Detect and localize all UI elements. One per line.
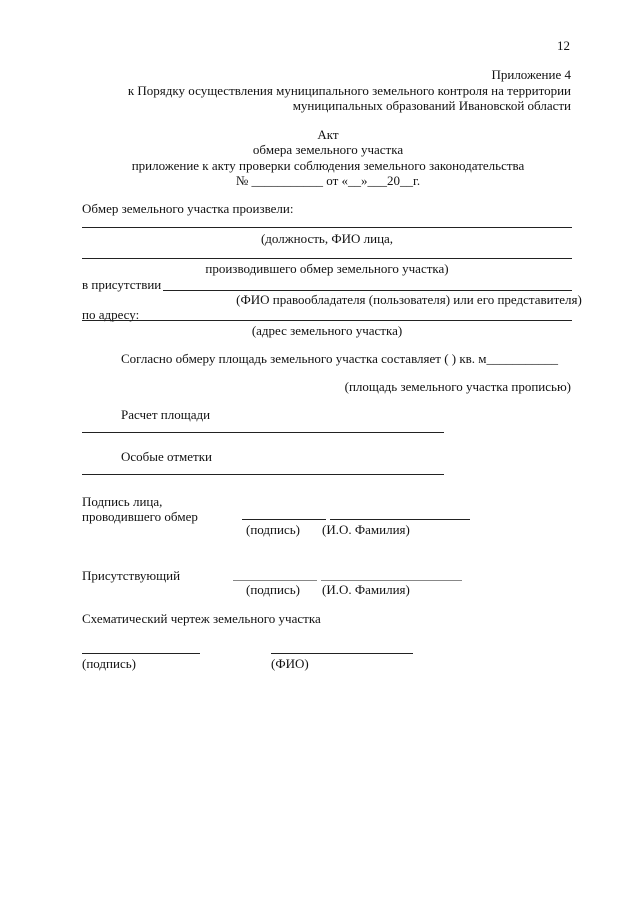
performed-by-line	[82, 227, 572, 228]
title-line-4: № ___________ от «__»___20__г.	[235, 173, 421, 188]
measurer-name-line	[330, 519, 470, 520]
measurer-signature-line	[242, 519, 326, 520]
measurer-signature-label-2: проводившего обмер	[82, 509, 198, 524]
performed-by-label: Обмер земельного участка произвели:	[82, 201, 294, 216]
area-calc-line	[82, 432, 444, 433]
present-sign-hint: (подпись)	[246, 582, 300, 597]
measurer-sign-hint: (подпись)	[246, 522, 300, 537]
measurer-name-hint: (И.О. Фамилия)	[322, 522, 410, 537]
title-line-1: Акт	[317, 127, 339, 142]
present-label: Присутствующий	[82, 568, 181, 583]
title-line-2: обмера земельного участка	[252, 142, 404, 157]
bottom-sign-hint: (подпись)	[82, 656, 136, 671]
hint-measurer: производившего обмер земельного участка)	[205, 261, 449, 276]
annex-line-1: Приложение 4	[491, 67, 571, 82]
special-notes-label: Особые отметки	[121, 449, 212, 464]
address-label: по адресу:	[82, 307, 140, 322]
present-signature-line	[233, 580, 317, 581]
hint-position: (должность, ФИО лица,	[260, 231, 394, 246]
hint-address: (адрес земельного участка)	[251, 323, 403, 338]
hint-owner: (ФИО правообладателя (пользователя) или его представителя)	[236, 292, 582, 307]
measurer-line	[82, 258, 572, 259]
sketch-label: Схематический чертеж земельного участка	[82, 611, 321, 626]
measurer-signature-label-1: Подпись лица,	[82, 494, 163, 509]
annex-line-2: к Порядку осуществления муниципального земельного контроля на территории	[127, 83, 571, 98]
annex-line-3: муниципальных образований Ивановской области	[292, 98, 571, 113]
bottom-fio-hint: (ФИО)	[271, 656, 309, 671]
area-statement: Согласно обмеру площадь земельного участка составляет ( ) кв. м___________	[121, 351, 559, 366]
in-presence-label: в присутствии	[82, 277, 162, 292]
bottom-signature-line	[82, 653, 200, 654]
special-notes-line	[82, 474, 444, 475]
page-number: 12	[557, 38, 570, 53]
hint-area-words: (площадь земельного участка прописью)	[344, 379, 571, 394]
bottom-fio-line	[271, 653, 413, 654]
title-line-3: приложение к акту проверки соблюдения земельного законодательства	[131, 158, 525, 173]
in-presence-line	[163, 290, 572, 291]
area-calc-label: Расчет площади	[121, 407, 211, 422]
address-line	[82, 320, 572, 321]
present-name-hint: (И.О. Фамилия)	[322, 582, 410, 597]
present-name-line	[321, 580, 462, 581]
